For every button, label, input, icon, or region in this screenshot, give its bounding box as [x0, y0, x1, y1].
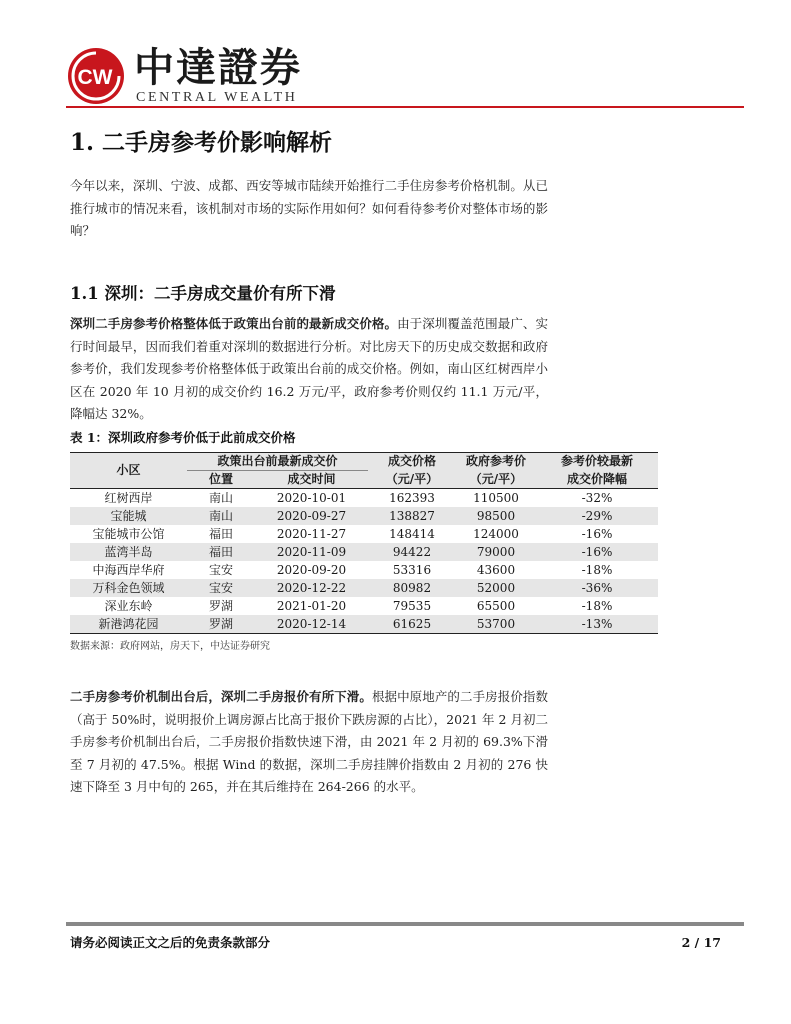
cell-date: 2020-09-20 [276, 563, 347, 577]
col-header-drop: 参考价较最新 [536, 453, 658, 471]
cell-price: 61625 [368, 615, 456, 634]
cell-ref: 52000 [456, 579, 536, 597]
cell-ref: 79000 [456, 543, 536, 561]
cell-drop: -29% [536, 507, 658, 525]
cell-drop: -16% [581, 527, 613, 541]
cell-ref: 65500 [476, 599, 516, 613]
cell-drop: -18% [581, 599, 613, 613]
cell-price: 94422 [368, 543, 456, 561]
table-row [70, 543, 658, 561]
section-title: 1. 二手房参考价影响解析 [70, 129, 333, 156]
cell-community: 新港鸿花园 [70, 615, 187, 634]
table-row [70, 561, 658, 579]
analysis-paragraph [70, 313, 548, 426]
brand-name-en: CENTRAL WEALTH [136, 90, 298, 105]
table-row [70, 525, 658, 543]
cell-community: 红树西岸 [104, 491, 153, 505]
page-number: 2 / 17 [681, 935, 721, 950]
cell-drop: -32% [581, 491, 613, 505]
cell-location: 福田 [208, 527, 233, 541]
header-divider [66, 106, 744, 108]
table-row [70, 615, 658, 634]
table-row [70, 507, 658, 525]
logo-mark-icon [68, 48, 124, 104]
cell-location: 宝安 [187, 579, 255, 597]
cell-community: 蓝湾半岛 [70, 543, 187, 561]
cell-community: 宝能城 [70, 507, 187, 525]
cell-ref: 124000 [473, 527, 519, 541]
quote-index-paragraph [70, 686, 548, 799]
cell-community: 中海西岸华府 [92, 563, 165, 577]
disclaimer-note: 请务必阅读正文之后的免责条款部分 [70, 935, 271, 950]
cell-location: 宝安 [208, 563, 233, 577]
cell-community: 宝能城市公馆 [92, 527, 165, 541]
col-header-date: 成交时间 [255, 471, 368, 489]
cell-drop: -18% [581, 563, 613, 577]
cell-drop: -13% [536, 615, 658, 634]
brand-name-cn: 中達證券 [134, 45, 302, 91]
intro-paragraph: 今年以来，深圳、宁波、成都、西安等城市陆续开始推行二手住房参考价格机制。从已推行城市的情况来看，该机制对市场的实际作用如何？如何看待参考价对整体市场的影响？ [70, 178, 548, 238]
cell-ref: 53700 [456, 615, 536, 634]
col-header-price: 成交价格 [368, 453, 456, 471]
page-header [66, 40, 746, 110]
cell-location: 福田 [187, 543, 255, 561]
col-header-ref: 政府参考价 [456, 453, 536, 471]
cell-location: 罗湖 [208, 599, 233, 613]
table-row [70, 597, 658, 615]
cell-price: 148414 [389, 527, 435, 541]
cell-location: 南山 [187, 507, 255, 525]
cell-drop: -36% [536, 579, 658, 597]
cell-date: 2020-09-27 [255, 507, 368, 525]
table-row [70, 489, 658, 508]
cell-community: 万科金色领域 [70, 579, 187, 597]
cell-date: 2020-12-22 [255, 579, 368, 597]
cell-location: 罗湖 [187, 615, 255, 634]
reference-price-table [70, 452, 658, 634]
cell-ref: 110500 [473, 491, 519, 505]
col-header-ref-unit: （元/平） [456, 471, 536, 489]
cell-date: 2020-11-09 [255, 543, 368, 561]
cell-date: 2020-10-01 [276, 491, 347, 505]
paragraph-lead: 二手房参考价机制出台后，深圳二手房报价有所下滑。 [70, 689, 372, 704]
cell-location: 南山 [208, 491, 233, 505]
cell-community: 深业东岭 [104, 599, 153, 613]
col-header-community: 小区 [70, 453, 187, 489]
paragraph-lead: 深圳二手房参考价格整体低于政策出台前的最新成交价格。 [70, 316, 398, 331]
cell-date: 2020-12-14 [255, 615, 368, 634]
logo-initials: CW [77, 66, 113, 89]
table-source-note: 数据来源：政府网站，房天下，中达证券研究 [70, 641, 270, 652]
paragraph-body: 根据中原地产的二手房报价指数（高于 50%时，说明报价上调房源占比高于报价下跌房源的占比），2021 年 2 月初二手房参考价机制出台后，二手房报价指数快速下滑，由 2021 年 2 月初的 69.3%下滑至 7 月初的 47.5%。根据 Wind 的数据，深圳二手房挂牌价指数由 2 月初的 276 快速下降至 3 月中旬的 265，并在其后维持在 264-266 的水平。 [70, 689, 548, 794]
cell-date: 2020-11-27 [276, 527, 347, 541]
cell-ref: 98500 [456, 507, 536, 525]
cell-ref: 43600 [476, 563, 516, 577]
cell-price: 53316 [392, 563, 432, 577]
cell-price: 162393 [389, 491, 435, 505]
col-header-location: 位置 [187, 471, 255, 489]
col-header-drop-line2: 成交价降幅 [536, 471, 658, 489]
col-header-group: 政策出台前最新成交价 [187, 453, 368, 471]
brand-logo [68, 48, 124, 104]
cell-price: 138827 [368, 507, 456, 525]
cell-price: 79535 [392, 599, 432, 613]
col-header-price-unit: （元/平） [368, 471, 456, 489]
footer-divider [66, 922, 744, 926]
subsection-title: 1.1 深圳：二手房成交量价有所下滑 [70, 284, 336, 303]
cell-price: 80982 [368, 579, 456, 597]
cell-drop: -16% [536, 543, 658, 561]
table-title: 表 1：深圳政府参考价低于此前成交价格 [70, 430, 296, 445]
paragraph-body: 由于深圳覆盖范围最广、实行时间最早，因而我们着重对深圳的数据进行分析。对比房天下的历史成交数据和政府参考价，我们发现参考价格整体低于政策出台前的成交价格。例如，南山区红树西岸小区在 2020 年 10 月初的成交价约 16.2 万元/平，政府参考价则仅约 11.1 万元/平，降幅达 32%。 [70, 316, 548, 421]
cell-date: 2021-01-20 [276, 599, 347, 613]
table-row [70, 579, 658, 597]
